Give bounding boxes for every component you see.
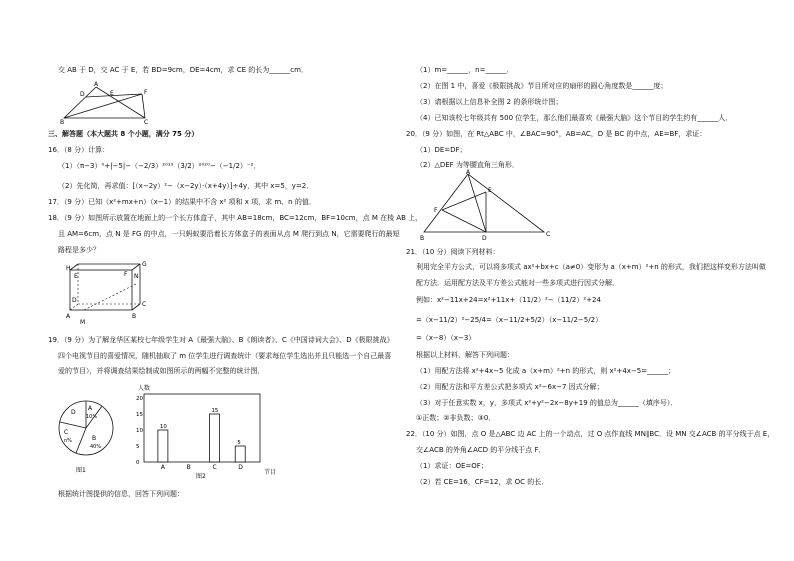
- box-label-A: A: [66, 313, 71, 320]
- t-label-D: D: [482, 235, 487, 242]
- pie-pct-B: 40%: [90, 444, 102, 450]
- q19-sub2: （2）在图 1 中，喜爱《极限挑战》节目所对应的扇形的圆心角度数是______度；: [416, 82, 668, 90]
- q19-sub4: （4）已知该校七年级共有 500 位学生，那么他们最喜欢《最强大脑》这个节目的学生约有______人．: [416, 114, 733, 122]
- box-label-E: E: [74, 273, 78, 280]
- right-column: [400, 0, 775, 561]
- q19-line3: 爱的节目），并将调查结果绘制成如图所示的两幅不完整的统计图．: [58, 367, 265, 375]
- tri-label-F: F: [144, 89, 148, 96]
- q21-intro: 根据以上材料，解答下列问题：: [416, 351, 514, 359]
- q20-part2: （2）△DEF 为等腰直角三角形．: [416, 161, 519, 169]
- pie-label-C: C: [64, 429, 69, 436]
- y-tick-label: 10: [136, 428, 143, 434]
- q16-heading: 16．（8 分）计算：: [48, 146, 110, 154]
- pie-label-A: A: [88, 405, 93, 412]
- q21-part1: （1）用配方法将 x²+4x−5 化成 a（x+m）²+n 的形式，则 x²+4x−5=______；: [416, 367, 676, 375]
- box-label-G: G: [142, 261, 147, 268]
- q21-material-1: 利用完全平方公式，可以将多项式 ax²+bx+c（a≠0）变形为 a（x+m）²+n 的形式，我们把这样变形方法叫做: [416, 263, 766, 271]
- q20-heading: 20．（9 分）如图，在 Rt△ABC 中，∠BAC=90°，AB=AC，D 是 BC 的中点，AE=BF，求证：: [406, 130, 707, 138]
- box-label-F: F: [124, 271, 128, 278]
- box-label-H: H: [66, 265, 71, 272]
- section-3-heading: 三、解答题（本大题共 8 个小题，满分 75 分）: [48, 130, 199, 138]
- q16-part2: （2）先化简，再求值：[（x−2y）²−（x−2y）·（x+4y）]÷4y，其中 x=5，y=2．: [58, 182, 314, 190]
- y-tick-label: 15: [136, 412, 143, 418]
- y-tick-label: 20: [136, 396, 143, 402]
- box-label-N: N: [134, 273, 139, 280]
- q17-text: 17．（9 分）已知（x²+mx+n）（x−1）的结果中不含 x² 项和 x 项，求 m、n 的值．: [48, 198, 316, 206]
- q18-line2: 且 AM=6cm，点 N 是 FG 的中点，一只蚂蚁要沿着长方体盒子的表面从点 M 爬行到点 N，它需要爬行的最短: [58, 230, 400, 238]
- pie-label-D: D: [71, 409, 76, 416]
- t-label-A: A: [466, 169, 471, 176]
- bar-D: [235, 446, 245, 462]
- q22-heading: 22．（10 分）如图，点 O 是△ABC 边 AC 上的一个动点，过 O 点作直线 MN∥BC．设 MN 交∠ACB 的平分线于点 E，: [406, 430, 775, 438]
- t-label-B: B: [420, 235, 425, 242]
- bar-C: [209, 414, 219, 462]
- cuboid-figure-q18: [60, 262, 150, 328]
- tri-label-C: C: [144, 119, 149, 126]
- tri-label-D: D: [80, 91, 85, 98]
- q22-part1: （1）求证：OE=OF；: [416, 462, 488, 470]
- bar-A: [158, 430, 168, 462]
- bar-value-label: 15: [211, 408, 219, 414]
- tri-label-B: B: [60, 119, 65, 126]
- box-label-B: B: [132, 313, 137, 320]
- q19-line1: 19．（9 分）为了解龙华区某校七年级学生对 A《最强大脑》、B《朗读者》、C《中国诗词大会》、D《极限挑战》: [48, 336, 394, 344]
- q20-part1: （1）DE=DF；: [416, 146, 467, 154]
- pie-pct-A: 10%: [86, 414, 98, 420]
- tri-label-A: A: [94, 81, 99, 88]
- q15-text: 交 AB 于 D，交 AC 于 E，若 BD=9cm，DE=4cm，求 CE 的长为______cm．: [58, 66, 308, 74]
- q19-sub1: （1）m=______，n=______．: [416, 66, 514, 74]
- tri-label-E: E: [110, 90, 114, 97]
- q21-options: ①正数；②非负数；③0．: [416, 414, 496, 422]
- q16-part1: （1）（π−3）⁰+|−5|−（−2/3）²⁰¹⁹（3/2）²⁰²⁰−（−1/2）⁻²．: [58, 162, 261, 170]
- pie-label-B: B: [92, 435, 97, 442]
- q19-line2: 四个电视节目的喜爱情况，随机抽取了 m 位学生进行调查统计（要求每位学生选出并且只能选一个自己最喜: [58, 352, 392, 360]
- box-label-M: M: [80, 319, 86, 326]
- x-tick-label: B: [186, 464, 191, 471]
- t-label-E: E: [488, 187, 492, 194]
- x-axis-label: 节目: [264, 469, 277, 476]
- x-tick-label: D: [238, 464, 243, 471]
- q21-example-3: =（x−8）（x−3）: [416, 334, 476, 342]
- q18-line1: 18．（9 分）如图所示放置在地面上的一个长方体盒子，其中 AB=18cm，BC=12cm，BF=10cm，点 M 在棱 AB 上，: [48, 214, 423, 222]
- triangle-figure-q20: [420, 170, 560, 242]
- bar-value-label: 10: [159, 424, 167, 430]
- box-label-D: D: [72, 297, 77, 304]
- fig2-caption: 图2: [196, 473, 206, 480]
- q19-questions-intro: 根据统计图提供的信息，回答下列问题：: [58, 490, 184, 498]
- q19-sub3: （3）请根据以上信息补全图 2 的条形统计图；: [416, 98, 563, 106]
- q22-line2: 交∠ACB 的外角∠ACD 的平分线于点 F．: [416, 446, 546, 454]
- x-tick-label: C: [212, 464, 217, 471]
- q21-example-1: 例如：x²−11x+24=x²+11x+（11/2）²−（11/2）²+24: [416, 296, 601, 304]
- pie-chart-fig1: [58, 392, 128, 482]
- y-tick-label: 5: [136, 444, 140, 450]
- q21-material-2: 配方法．运用配方法及平方差公式能对一些多项式进行因式分解．: [416, 279, 619, 287]
- fig1-caption: 图1: [76, 467, 86, 474]
- x-tick-label: A: [160, 464, 165, 471]
- q18-line3: 路程是多少？: [58, 246, 100, 254]
- y-tick-label: 0: [136, 460, 140, 466]
- q21-example-2: =（x−11/2）²−25/4=（x−11/2+5/2）（x−11/2−5/2）: [416, 316, 603, 324]
- t-label-F: F: [434, 207, 438, 214]
- pie-pct-C: n%: [64, 438, 72, 444]
- bar-chart-fig2: [122, 380, 292, 480]
- q21-part2: （2）用配方法和平方差公式把多项式 x²−6x−7 因式分解；: [416, 383, 604, 391]
- box-label-C: C: [142, 301, 147, 308]
- t-label-C: C: [546, 231, 551, 238]
- q22-part2: （2）若 CE=16，CF=12，求 OC 的长．: [416, 478, 549, 486]
- y-axis-label: 人数: [138, 385, 151, 392]
- q21-heading: 21．（10 分）阅读下列材料：: [406, 248, 500, 256]
- q21-part3: （3）对于任意实数 x，y，多项式 x²+y²−2x−8y+19 的值总为______（填序号）．: [416, 399, 678, 407]
- bar-value-label: 5: [237, 440, 241, 446]
- triangle-figure-q15: [60, 82, 180, 124]
